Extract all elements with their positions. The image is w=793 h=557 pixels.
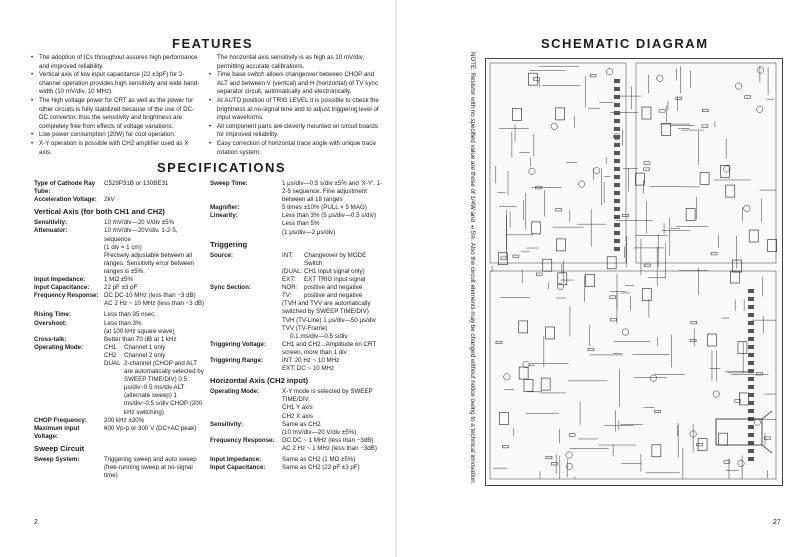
- schematic-trace: [749, 230, 758, 242]
- schematic-trace: [644, 168, 650, 171]
- schematic-trace: [748, 345, 754, 349]
- schematic-trace: [614, 79, 620, 83]
- feature-item: • Time base switch allows changeover between CHOP and ALT and between V (vertical) and H (horizontal) of TV sync separator circuit, automatically and electronically.: [208, 71, 383, 97]
- schematic-trace: [735, 400, 741, 403]
- schematic-trace: [614, 199, 620, 203]
- schematic-trace: [636, 63, 776, 263]
- schematic-trace: [652, 445, 661, 457]
- features-intro: The horizontal axis sensitivity is as high as 10 mV/div, permitting accurate calibrations.: [217, 54, 365, 70]
- schematic-trace: [748, 353, 754, 357]
- spec-label: Frequency Response:: [210, 436, 275, 444]
- spec-value: (1 div = 1 cm): [104, 243, 142, 251]
- schematic-trace: [659, 110, 665, 113]
- right-page-number: 27: [773, 519, 781, 526]
- spec-value: Less than 35 nsec.: [104, 311, 156, 319]
- spec-value: Same as CH2 (22 pF ±3 pF): [282, 464, 360, 472]
- spec-key: NOR:: [282, 284, 298, 292]
- schematic-trace: [569, 434, 575, 437]
- schematic-trace: [707, 334, 716, 346]
- spec-value: 200 kHz ±20%: [104, 416, 145, 424]
- mode-value: 2-channel (CHOP and ALT are automatically selected by SWEEP TIME/DIV) 0.5 μs/div~0.5 ms/div ALT (alternate sweep) 1 ms/div~0.5 s/div CHOP (200 kHz switching): [124, 359, 204, 416]
- feature-item: • At AUTO position of TRIG LEVEL it is possible to check the brightness at no-signal time and to adjust triggering level of input waveforms.: [208, 97, 383, 123]
- spec-value: CH1 Y axis: [282, 404, 313, 412]
- spec-value: EXT TRIG input signal: [304, 276, 366, 284]
- schematic-trace: [536, 273, 542, 276]
- spec-label: Maximum input Voltage:: [34, 424, 80, 440]
- spec-value: 10 mV/div—20V/div. 1-2-5, sequence: [104, 227, 178, 243]
- schematic-trace: [635, 173, 644, 185]
- spec-value: TVH (TV-Line) 1 μs/div—50 μs/div: [282, 316, 376, 324]
- schematic-trace: [556, 208, 562, 211]
- spec-value: positive and negative: [304, 284, 363, 292]
- specs-left-column: [34, 180, 206, 480]
- spec-value: Precisely adjustable between all ranges. Sensitivity error between ranges is ±5%.: [104, 251, 195, 275]
- feature-item: • Vertical axis of low input capacitance (22 ±3pF) for 2-channel operation provides high sensitivity and wide band-width (10 mV/div, 10 MHz).: [30, 71, 202, 97]
- features-title: FEATURES: [172, 36, 254, 51]
- schematic-trace: [754, 419, 760, 425]
- schematic-trace: [606, 68, 612, 74]
- schematic-trace: [614, 143, 620, 147]
- schematic-trace: [732, 260, 741, 272]
- schematic-trace: [748, 289, 754, 293]
- schematic-trace: [711, 252, 717, 255]
- spec-label: Operating Mode:: [210, 388, 260, 396]
- spec-label: Source:: [210, 251, 234, 259]
- schematic-trace: [566, 452, 572, 458]
- spec-label: Sensitivity:: [34, 219, 68, 227]
- section-heading: Sweep Circuit: [34, 443, 85, 453]
- spec-label: Acceleration Voltage:: [34, 196, 97, 204]
- schematic-trace: [614, 103, 620, 107]
- schematic-trace: [586, 274, 595, 286]
- schematic-trace: [614, 167, 620, 171]
- schematic-trace: [528, 73, 537, 85]
- spec-value: (10 mV/div—20 V/div ±5%): [282, 428, 357, 436]
- schematic-trace: [543, 259, 552, 271]
- schematic-trace: [610, 296, 616, 299]
- spec-label: Frequency Response:: [34, 292, 99, 300]
- feature-item: • All component parts are cleverly mounted on circuit boards for improved reliability.: [208, 123, 383, 140]
- schematic-note: NOTE: Resistor with no specified value are those of 1/4W and ±5%. Also the circuit elements may be changed without notice owing to a technical innovation.: [469, 52, 476, 485]
- schematic-trace: [719, 433, 728, 445]
- spec-label: Linearity:: [210, 212, 238, 220]
- spec-value: INT: 20 Hz ~ 10 MHz: [282, 356, 340, 364]
- feature-item: • The high voltage power for CRT as well as the power for other circuits is fully stabilized because of the use of DC-DC convertor, thus the sensitivity and brightness are completely free from effects of voltage variations.: [30, 97, 202, 131]
- schematic-trace: [551, 462, 557, 465]
- schematic-trace: [614, 183, 620, 187]
- spec-value: 5 times ±10% (PULL × 5 MAG): [282, 204, 367, 212]
- spec-value: Less than 3%: [104, 319, 142, 327]
- spec-label: Type of Cathode Ray Tube:: [34, 180, 96, 196]
- schematic-title: SCHEMATIC DIAGRAM: [541, 36, 709, 51]
- left-page-number: 2: [34, 519, 38, 526]
- spec-label: Overshoot:: [34, 319, 68, 327]
- spec-value: C529P31B or 130BE31: [104, 180, 169, 187]
- spec-value: 22 pF ±3 pF: [104, 284, 138, 292]
- spec-value: Less than 3% (5 μs/div—0.5 s/div): [282, 212, 377, 220]
- schematic-trace: [614, 231, 620, 235]
- feature-item: • X-Y operation is possible with CH2 amplifier used as X axis.: [30, 140, 202, 157]
- schematic-trace: [546, 327, 555, 339]
- schematic-trace: [691, 321, 697, 324]
- spec-value: 600 Vp-p or 300 V (DC+AC peak): [104, 424, 197, 432]
- spec-value: Less than 5%: [282, 220, 320, 228]
- spec-value: DC DC ~ 1 MHz (less than −3dB): [282, 436, 374, 444]
- schematic-trace: [662, 123, 671, 135]
- schematic-trace: [642, 107, 651, 119]
- feature-item: • Easy correction of horizontal trace angle with unique trace rotation system.: [208, 140, 383, 157]
- schematic-trace: [650, 375, 656, 381]
- schematic-trace: [579, 181, 585, 187]
- spec-value: (TVH and TVV are automatically switched by SWEEP TIME/DIV): [282, 300, 371, 316]
- schematic-trace: [614, 159, 620, 163]
- schematic-trace: [748, 393, 754, 397]
- schematic-trace: [686, 208, 695, 220]
- schematic-trace: [614, 247, 620, 251]
- spec-key: EXT:: [282, 276, 296, 284]
- schematic-trace: [739, 393, 748, 405]
- schematic-trace: [702, 125, 708, 128]
- mode-value: Channel 1 only: [124, 343, 166, 351]
- schematic-trace: [748, 313, 754, 317]
- schematic-trace: [558, 273, 567, 285]
- schematic-trace: [541, 378, 550, 390]
- spec-value: (at 100 kHz square wave): [104, 327, 175, 335]
- schematic-trace: [556, 108, 565, 120]
- schematic-trace: [748, 441, 754, 445]
- spec-value: AC 2 Hz ~ 10 MHz (less than −3 dB): [104, 300, 205, 308]
- schematic-trace: [726, 185, 735, 197]
- schematic-trace: [496, 341, 502, 344]
- spec-value: (1 μs/div—2 μs/div): [282, 228, 336, 236]
- schematic-trace: [622, 329, 628, 335]
- schematic-trace: [490, 271, 776, 479]
- schematic-trace: [614, 135, 620, 139]
- section-heading: Vertical Axis (for both CH1 and CH2): [34, 207, 165, 217]
- schematic-trace: [556, 239, 565, 251]
- schematic-trace: [644, 162, 650, 165]
- schematic-trace: [654, 410, 660, 413]
- schematic-diagram: [485, 58, 783, 486]
- specifications-title: SPECIFICATIONS: [157, 160, 287, 175]
- schematic-trace: [513, 255, 519, 258]
- schematic-trace: [762, 445, 772, 453]
- spec-value: X-Y mode is selected by SWEEP TIME/DIV.: [282, 388, 373, 404]
- schematic-trace: [735, 83, 741, 89]
- schematic-trace: [657, 75, 663, 81]
- schematic-trace: [748, 409, 754, 413]
- schematic-trace: [768, 240, 777, 252]
- page-gutter: [395, 0, 397, 557]
- spec-value: CH2 X axis: [282, 412, 313, 420]
- schematic-trace: [748, 425, 754, 429]
- spec-key: INT:: [282, 251, 293, 259]
- schematic-trace: [748, 321, 754, 325]
- schematic-trace: [614, 111, 620, 115]
- schematic-trace: [614, 223, 620, 227]
- spec-value: Same as CH2: [282, 420, 321, 428]
- section-heading: Horizontal Axis (CH2 input): [210, 376, 309, 386]
- schematic-trace: [676, 97, 682, 100]
- spec-value: 1 MΩ ±5%: [104, 276, 133, 284]
- schematic-trace: [762, 411, 772, 419]
- spec-value: Same as CH2 (1 MΩ ±5%): [282, 456, 356, 463]
- schematic-trace: [504, 374, 510, 380]
- spec-value: Changeover by MODE Switch: [304, 251, 367, 267]
- spec-label: Input Capacitance:: [210, 464, 266, 472]
- spec-value: 1 μs/div—0.5 s/div ±5% and 'X-Y'. 1-2-5 sequence. Fine adjustment between all 18 ranges: [282, 180, 383, 204]
- spec-value: AC 2 Hz ~ 1 MHz (less than −3dB): [282, 444, 377, 452]
- spec-label: Input Impedance:: [34, 276, 86, 284]
- schematic-trace: [614, 127, 620, 131]
- schematic-trace: [614, 87, 620, 91]
- schematic-trace: [532, 222, 541, 234]
- schematic-trace: [499, 412, 508, 424]
- schematic-trace: [713, 391, 719, 397]
- schematic-trace: [748, 377, 754, 381]
- spec-label: Rising Time:: [34, 311, 72, 319]
- spec-label: Triggering Voltage:: [210, 340, 266, 348]
- spec-value: positive and negative: [304, 292, 363, 300]
- schematic-trace: [519, 367, 528, 379]
- schematic-trace: [614, 215, 620, 219]
- spec-value: Better than 70 dB at 1 kHz: [104, 335, 177, 343]
- features-column-1: [30, 54, 202, 157]
- schematic-trace: [593, 167, 599, 173]
- spec-label: Input Impedance:: [210, 456, 262, 463]
- schematic-trace: [738, 342, 747, 354]
- schematic-trace: [614, 207, 620, 211]
- schematic-trace: [748, 305, 754, 309]
- schematic-trace: [536, 186, 542, 189]
- schematic-trace: [644, 264, 650, 267]
- feature-item: • The adoption of ICs throughout assures high performance and improved reliability.: [30, 54, 202, 71]
- schematic-trace: [748, 297, 754, 301]
- spec-label: Cross-talk:: [34, 335, 67, 343]
- schematic-trace: [614, 175, 620, 179]
- mode-key: CH1: [104, 343, 117, 351]
- schematic-trace: [697, 443, 703, 446]
- spec-label: Sync Section:: [210, 284, 251, 292]
- spec-value: (DUAL: CH1 input signal only): [282, 267, 365, 275]
- schematic-trace: [748, 401, 754, 405]
- schematic-trace: [748, 433, 754, 437]
- schematic-trace: [529, 168, 535, 174]
- feature-item: • Low power consumption (20W) for cool operation.: [30, 131, 202, 140]
- spec-label: Operating Mode:: [34, 343, 84, 351]
- schematic-trace: [551, 123, 557, 129]
- schematic-trace: [614, 95, 620, 99]
- mode-key: DUAL: [104, 359, 121, 367]
- features-column-2: [208, 54, 383, 157]
- schematic-trace: [501, 257, 507, 260]
- schematic-trace: [745, 96, 751, 99]
- schematic-trace: [622, 214, 628, 217]
- specs-right-column: [210, 180, 386, 472]
- spec-label: Triggering Range:: [210, 356, 263, 364]
- schematic-trace: [519, 321, 528, 333]
- spec-value: CH1 and CH2...Amplitude on CRT screen, more than 1 div: [282, 340, 377, 356]
- schematic-trace: [642, 289, 651, 301]
- schematic-trace: [533, 78, 539, 81]
- schematic-trace: [611, 318, 617, 321]
- schematic-trace: [748, 457, 754, 461]
- spec-label: Magnifier:: [210, 204, 240, 212]
- schematic-trace: [502, 445, 508, 448]
- schematic-trace: [614, 239, 620, 243]
- schematic-drawing: [486, 59, 782, 485]
- schematic-trace: [513, 108, 522, 120]
- schematic-trace: [546, 456, 552, 459]
- schematic-trace: [757, 67, 763, 73]
- schematic-trace: [716, 419, 762, 445]
- schematic-trace: [748, 385, 754, 389]
- spec-label: Sweep System:: [34, 456, 80, 463]
- spec-label: CHOP Frequency:: [34, 416, 87, 424]
- spec-value: 10 mV/div—20 V/div ±5%: [104, 219, 175, 227]
- schematic-trace: [748, 369, 754, 373]
- spec-label: Input Capacitance:: [34, 284, 90, 292]
- spec-key: TV:: [282, 292, 292, 300]
- schematic-trace: [756, 106, 762, 112]
- schematic-trace: [524, 379, 533, 391]
- spec-value: EXT: DC ~ 10 MHz: [282, 365, 335, 373]
- schematic-trace: [748, 337, 754, 341]
- section-heading: Triggering: [210, 239, 248, 249]
- schematic-trace: [557, 283, 563, 289]
- spec-value: Triggering sweep and auto sweep (free-running sweep at no-signal time): [104, 456, 197, 480]
- spec-label: Sensitivity:: [210, 420, 244, 428]
- schematic-trace: [738, 460, 744, 466]
- mode-value: Channel 2 only: [124, 351, 166, 359]
- schematic-trace: [702, 109, 708, 112]
- schematic-trace: [490, 63, 626, 263]
- schematic-trace: [748, 361, 754, 365]
- spec-value: TVV (TV-Frame): [282, 324, 328, 332]
- schematic-trace: [614, 191, 620, 195]
- schematic-trace: [590, 74, 596, 77]
- schematic-trace: [614, 151, 620, 155]
- schematic-trace: [730, 271, 739, 283]
- schematic-trace: [700, 172, 709, 184]
- schematic-trace: [748, 329, 754, 333]
- spec-label: Attenuator:: [34, 227, 68, 235]
- schematic-trace: [748, 449, 754, 453]
- mode-key: CH2: [104, 351, 117, 359]
- spec-value: 2kV: [104, 196, 115, 204]
- spec-value: 0.1 ms/div—0.5 s/div: [290, 332, 348, 340]
- schematic-trace: [588, 348, 594, 351]
- schematic-trace: [614, 119, 620, 123]
- spec-value: DC DC-10 MHz (less than −3 dB): [104, 292, 196, 300]
- spec-label: Sweep Time:: [210, 180, 248, 187]
- schematic-trace: [690, 339, 696, 342]
- schematic-trace: [744, 205, 750, 211]
